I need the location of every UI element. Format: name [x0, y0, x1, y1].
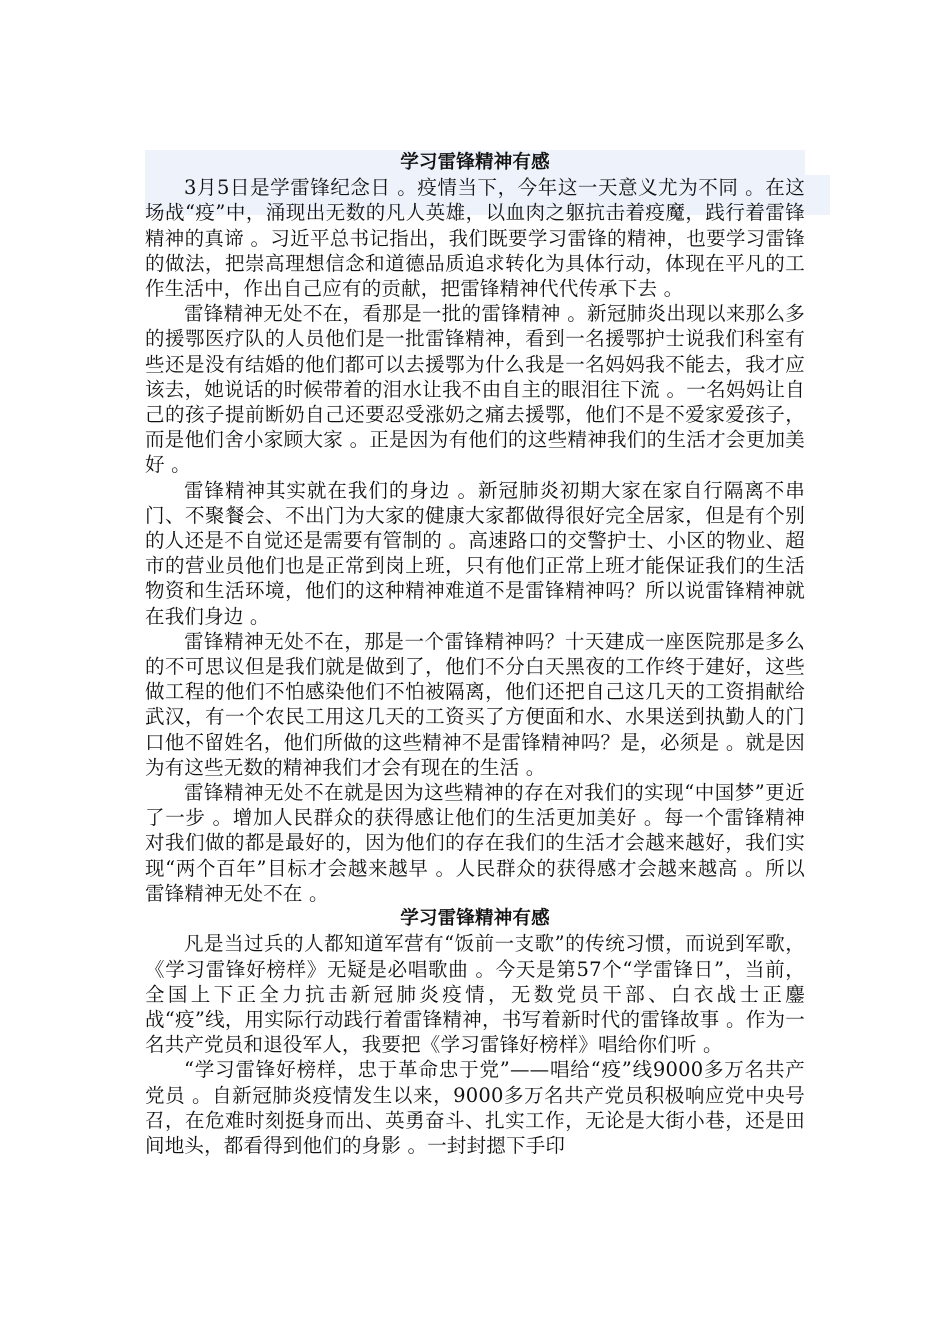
- article-title: 学习雷锋精神有感: [400, 908, 550, 930]
- paragraph: 雷锋精神无处不在，那是一个雷锋精神吗？十天建成一座医院那是多么的不可思议但是我们就是做到了，他们不分白天黑夜的工作终于建好，这些做工程的他们不怕感染他们不怕被隔离，他们还把自己这几天的工资捐献给武汉，有一个农民工用这几天的工资买了方便面和水、水果送到执勤人的门口他不留姓名，他们所做的这些精神不是雷锋精神吗？是，必须是 。就是因为有这些无数的精神我们才会有现在的生活 。: [145, 629, 805, 779]
- paragraph: 雷锋精神其实就在我们的身边 。新冠肺炎初期大家在家自行隔离不串门、不聚餐会、不出门为大家的健康大家都做得很好完全居家，但是有个别的人还是不自觉还是需要有管制的 。高速路口的交警护士、小区的物业、超市的营业员他们也是正常到岗上班，只有他们正常上班才能保证我们的生活物资和生活环境，他们的这种精神难道不是雷锋精神吗？所以说雷锋精神就在我们身边 。: [145, 478, 805, 628]
- paragraph: 雷锋精神无处不在就是因为这些精神的存在对我们的实现“中国梦”更近了一步 。增加人民群众的获得感让他们的生活更加美好 。每一个雷锋精神对我们做的都是最好的，因为他们的存在我们的生活才会越来越好，我们实现“两个百年”目标才会越来越早 。人民群众的获得感才会越来越高 。所以雷锋精神无处不在 。: [145, 781, 805, 905]
- paragraph: 凡是当过兵的人都知道军营有“饭前一支歌”的传统习惯，而说到军歌，《学习雷锋好榜样》无疑是必唱歌曲 。今天是第57个“学雷锋日”，当前，全国上下正全力抗击新冠肺炎疫情，无数党员干部、白衣战士正鏖战“疫”线，用实际行动践行着雷锋精神，书写着新时代的雷锋故事 。作为一名共产党员和退役军人，我要把《学习雷锋好榜样》唱给你们听 。: [145, 932, 805, 1057]
- article-title: 学习雷锋精神有感: [400, 152, 550, 173]
- paragraph: 3月5日是学雷锋纪念日 。疫情当下，今年这一天意义尤为不同 。在这场战“疫”中，涌现出无数的凡人英雄，以血肉之躯抗击着疫魔，践行着雷锋精神的真谛 。习近平总书记指出，我们既要学习雷锋的精神，也要学习雷锋的做法，把崇高理想信念和道德品质追求转化为具体行动，体现在平凡的工作生活中，作出自己应有的贡献，把雷锋精神代代传承下去 。: [145, 176, 805, 301]
- paragraph: “学习雷锋好榜样，忠于革命忠于党”——唱给“疫”线9000多万名共产党员 。自新冠肺炎疫情发生以来，9000多万名共产党员积极响应党中央号召，在危难时刻挺身而出、英勇奋斗、扎实工作，无论是大街小巷，还是田间地头，都看得到他们的身影 。一封封摁下手印: [145, 1058, 805, 1157]
- document-body: [145, 150, 805, 1158]
- paragraph: 雷锋精神无处不在，看那是一批的雷锋精神 。新冠肺炎出现以来那么多的援鄂医疗队的人员他们是一批雷锋精神，看到一名援鄂护士说我们科室有些还是没有结婚的他们都可以去援鄂为什么我是一名妈妈我不能去，我才应该去，她说话的时候带着的泪水让我不由自主的眼泪往下流 。一名妈妈让自己的孩子提前断奶自己还要忍受涨奶之痛去援鄂，他们不是不爱家爱孩子，而是他们舍小家顾大家 。正是因为有他们的这些精神我们的生活才会更加美好 。: [145, 302, 805, 477]
